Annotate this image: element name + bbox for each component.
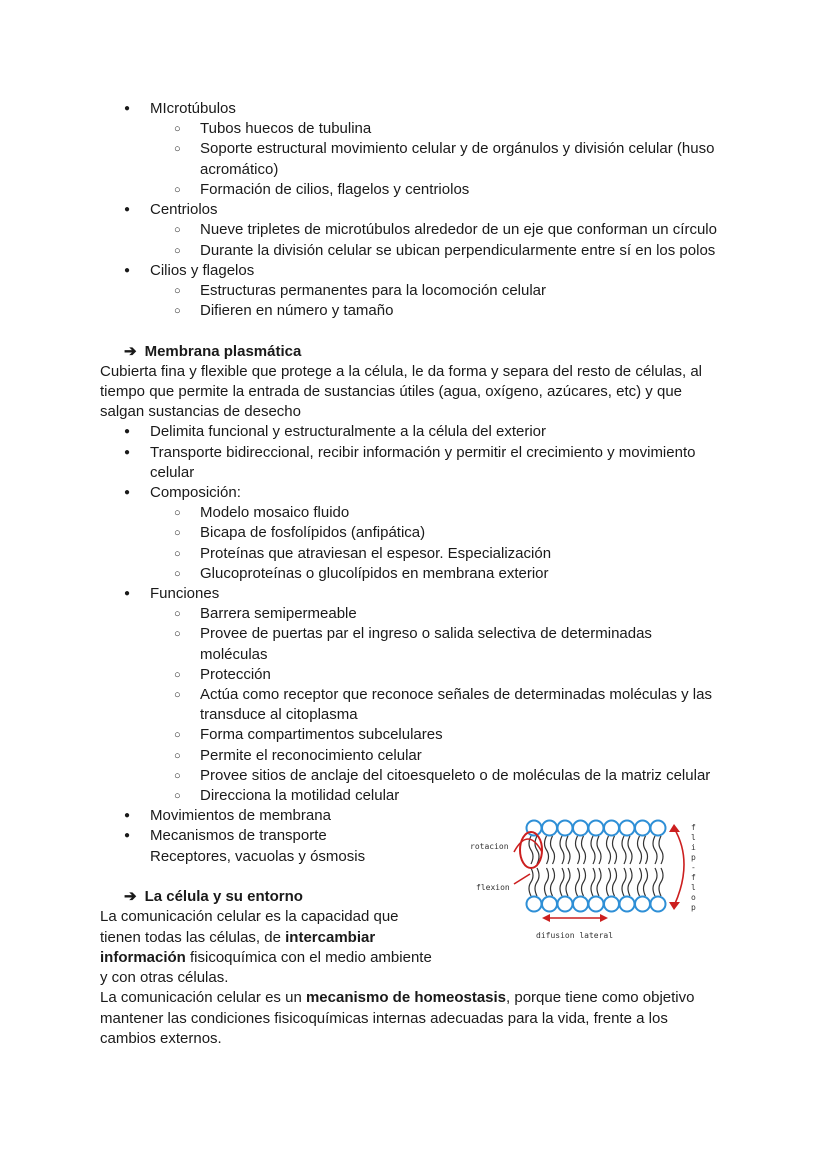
flexion-arrow [514,874,530,884]
phospholipid-head [589,821,604,836]
phospholipid-head [651,897,666,912]
list-item-continuation: transduce al citoplasma [200,706,358,723]
list-item: ● MIcrotúbulos [124,99,236,119]
phospholipid-head [589,897,604,912]
rotation-label: rotacion [470,842,509,851]
lipid-tail [545,836,555,864]
phospholipid-head [651,821,666,836]
list-item: ○ Soporte estructural movimiento celular y de orgánulos y división celular (huso [174,139,714,159]
section-heading: ➔ Membrana plasmática [124,343,302,360]
list-item: ○ Proteínas que atraviesan el espesor. Especialización [174,544,551,564]
phospholipid-heads-top [527,821,666,836]
phospholipid-head [635,821,650,836]
list-item: ○ Estructuras permanentes para la locomoción celular [174,281,546,301]
phospholipid-head [604,897,619,912]
paragraph-line: tiempo que permite la entrada de sustancias útiles (agua, oxígeno, azúcares, etc) y que [100,383,683,400]
svg-text:p: p [691,903,696,912]
list-item: ○ Modelo mosaico fluido [174,503,349,523]
list-item: ○ Glucoproteínas o glucolípidos en membrana exterior [174,564,549,584]
lipid-tail [529,868,539,896]
rotation-arrow [514,839,542,852]
list-item: ○ Bicapa de fosfolípidos (anfipática) [174,523,425,543]
flip-flop-arrow [674,828,684,906]
paragraph-line: tienen todas las células, de intercambiar [100,929,376,946]
phospholipid-head [542,897,557,912]
phospholipid-tails [529,836,663,896]
phospholipid-head [573,897,588,912]
svg-text:i: i [691,843,696,852]
phospholipid-head [573,821,588,836]
list-item: ○ Forma compartimentos subcelulares [174,725,443,745]
list-item-continuation: acromático) [200,161,279,178]
lipid-tail [653,836,663,864]
lipid-tail [607,868,617,896]
phospholipid-head [558,897,573,912]
paragraph-line: información fisicoquímica con el medio ambiente [100,949,432,966]
list-item: ● Centriolos [124,200,218,220]
list-item: ○ Barrera semipermeable [174,604,357,624]
lipid-tail [591,868,601,896]
membrane-movement-diagram [468,812,708,942]
phospholipid-head [527,897,542,912]
lipid-tail [653,868,663,896]
lipid-tail [560,868,570,896]
paragraph-line: cambios externos. [100,1030,222,1047]
list-item-continuation: moléculas [200,646,268,663]
phospholipid-heads-bottom [527,897,666,912]
flexion-label: flexion [476,883,510,892]
list-item: ● Transporte bidireccional, recibir información y permitir el crecimiento y movimiento [124,443,695,463]
phospholipid-head [542,821,557,836]
list-item: ○ Direcciona la motilidad celular [174,786,399,806]
svg-text:f: f [691,873,696,882]
svg-text:l: l [691,883,696,892]
lipid-tail [638,868,648,896]
list-item: ○ Durante la división celular se ubican perpendicularmente entre sí en los polos [174,241,715,261]
arrow-icon: ➔ [124,343,137,360]
list-item: ○ Formación de cilios, flagelos y centriolos [174,180,469,200]
lipid-tail [576,836,586,864]
section-heading: ➔ La célula y su entorno [124,888,303,905]
svg-text:o: o [691,893,696,902]
lipid-tail [576,868,586,896]
flip-flop-label [691,823,696,912]
lipid-tail [545,868,555,896]
phospholipid-head [620,897,635,912]
lipid-tail [622,836,632,864]
lipid-tail [591,836,601,864]
lateral-diffusion-label: difusion lateral [536,931,614,940]
list-item: ○ Actúa como receptor que reconoce señales de determinadas moléculas y las [174,685,712,705]
svg-text:-: - [691,863,696,872]
list-item: ○ Nueve tripletes de microtúbulos alrededor de un eje que conforman un círculo [174,220,717,240]
list-item: ○ Tubos huecos de tubulina [174,119,371,139]
paragraph-line: Cubierta fina y flexible que protege a la célula, le da forma y separa del resto de células, al [100,363,703,380]
list-item: ○ Provee de puertas par el ingreso o salida selectiva de determinadas [174,624,652,644]
phospholipid-head [635,897,650,912]
list-item: ● Composición: [124,483,241,503]
list-item: ● Mecanismos de transporte [124,826,327,846]
list-item-continuation: Receptores, vacuolas y ósmosis [150,848,366,865]
paragraph-line: La comunicación celular es un mecanismo de homeostasis, porque tiene como objetivo [100,989,695,1006]
phospholipid-head [604,821,619,836]
list-item: ○ Protección [174,665,271,685]
list-item: ● Delimita funcional y estructuralmente a la célula del exterior [124,422,546,442]
arrow-icon: ➔ [124,888,137,905]
svg-text:f: f [691,823,696,832]
lipid-tail [622,868,632,896]
lipid-tail [560,836,570,864]
svg-text:l: l [691,833,696,842]
svg-text:p: p [691,853,696,862]
phospholipid-head [558,821,573,836]
list-item: ● Movimientos de membrana [124,806,331,826]
list-item: ○ Difieren en número y tamaño [174,301,393,321]
paragraph-line: salgan sustancias de desecho [100,403,301,420]
lipid-tail [638,836,648,864]
lipid-tail [607,836,617,864]
paragraph-line: mantener las condiciones fisicoquímicas internas adecuadas para la vida, frente a los [100,1010,668,1027]
paragraph-line: y con otras células. [100,969,229,986]
phospholipid-head [620,821,635,836]
list-item-continuation: celular [150,464,195,481]
list-item: ○ Permite el reconocimiento celular [174,746,422,766]
list-item: ○ Provee sitios de anclaje del citoesqueleto o de moléculas de la matriz celular [174,766,710,786]
paragraph-line: La comunicación celular es la capacidad que [100,908,399,925]
list-item: ● Cilios y flagelos [124,261,254,281]
list-item: ● Funciones [124,584,219,604]
